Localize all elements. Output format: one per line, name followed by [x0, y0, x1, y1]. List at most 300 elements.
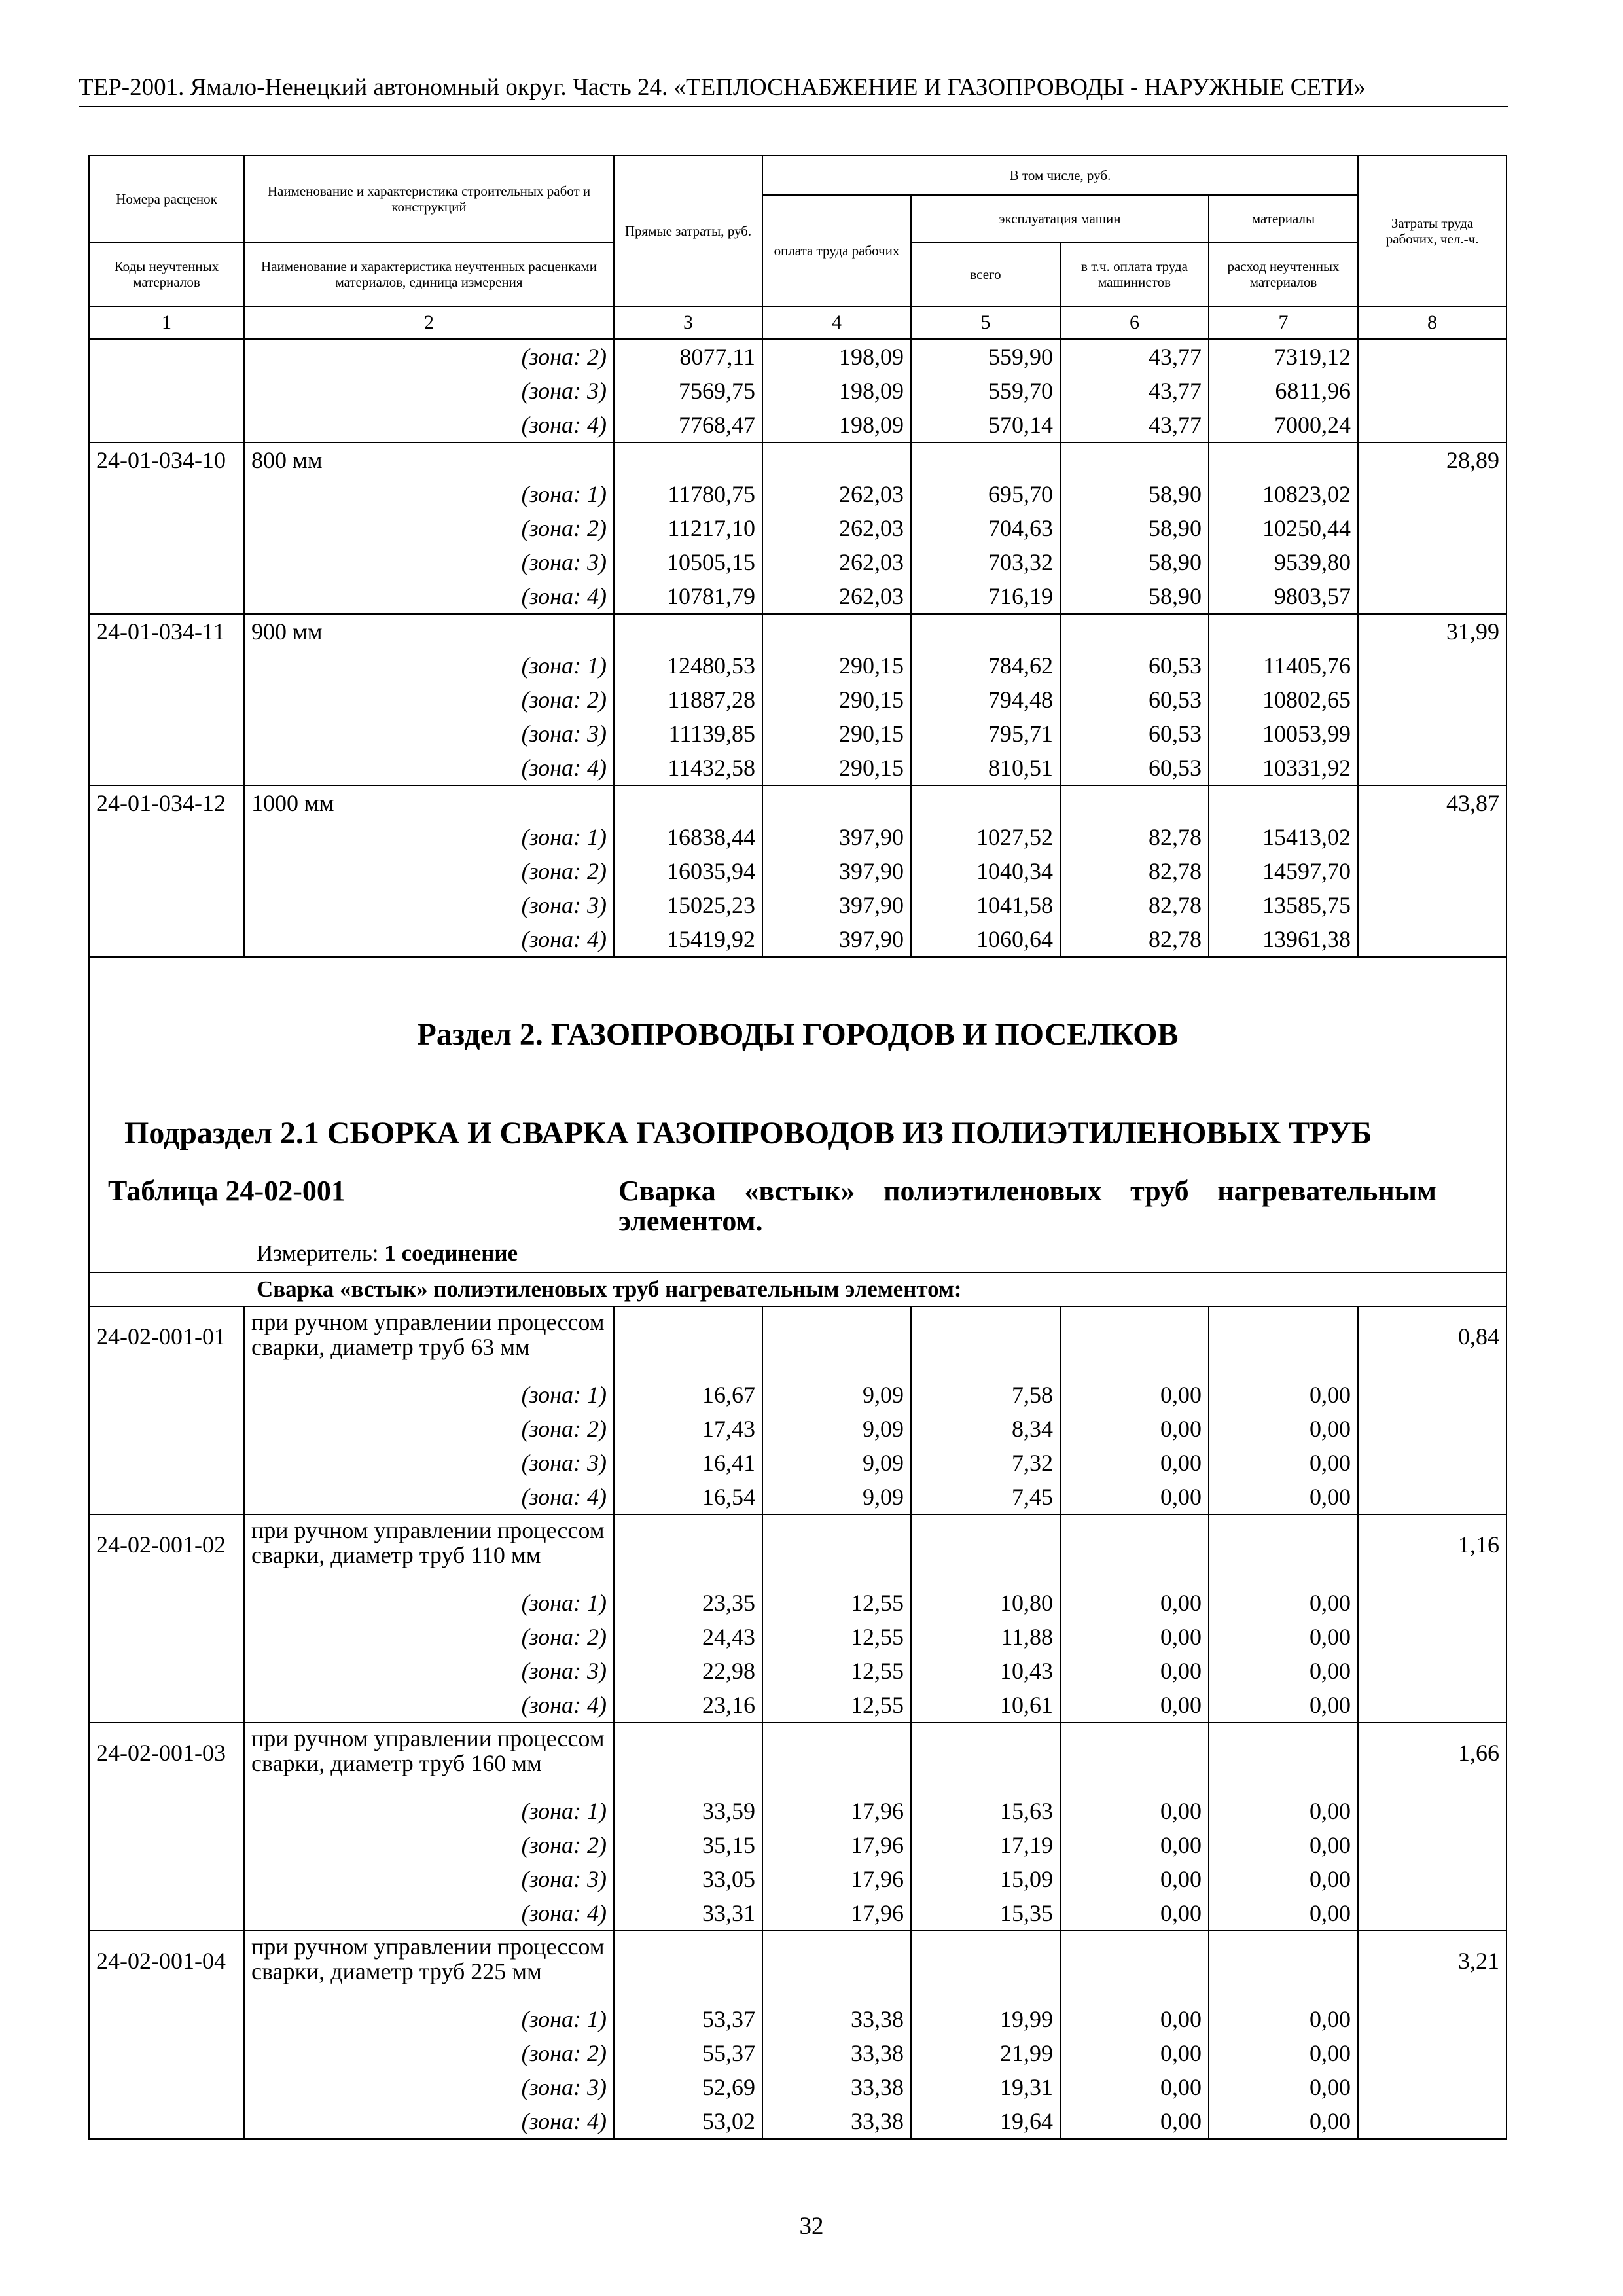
labor-hours — [1358, 2104, 1507, 2139]
labor-hours: 1,66 — [1358, 1723, 1507, 1794]
labor-hours — [1358, 2036, 1507, 2070]
labor-hours — [1358, 2070, 1507, 2104]
machinist-labor-cost: 0,00 — [1060, 1620, 1209, 1654]
col-number: 3 — [614, 306, 762, 339]
col-header-mach-total: всего — [911, 242, 1060, 306]
empty-cell — [762, 1931, 911, 2002]
labor-hours — [1358, 854, 1507, 888]
code-cell — [89, 1412, 244, 1446]
table-row — [89, 717, 1507, 751]
table-row — [89, 1586, 1507, 1620]
material-cost: 0,00 — [1209, 1688, 1358, 1723]
direct-cost: 10781,79 — [614, 579, 762, 614]
col-number: 2 — [244, 306, 614, 339]
table-row — [89, 1654, 1507, 1688]
code-cell — [89, 2002, 244, 2036]
material-cost: 10802,65 — [1209, 683, 1358, 717]
zone-label: (зона: 2) — [244, 683, 614, 717]
code-cell — [89, 649, 244, 683]
group-title: Сварка «встык» полиэтиленовых труб нагревательным элементом: — [89, 1272, 1507, 1306]
material-cost: 0,00 — [1209, 1378, 1358, 1412]
direct-cost: 16,41 — [614, 1446, 762, 1480]
table-label: Таблица 24-02-001 — [108, 1175, 346, 1207]
direct-cost: 16,67 — [614, 1378, 762, 1412]
zone-label: (зона: 3) — [244, 545, 614, 579]
machine-cost: 21,99 — [911, 2036, 1060, 2070]
col-header-machines: эксплуатация машин — [911, 195, 1209, 242]
empty-cell — [1209, 614, 1358, 649]
machinist-labor-cost: 43,77 — [1060, 374, 1209, 408]
labor-cost: 12,55 — [762, 1620, 911, 1654]
table-row — [89, 579, 1507, 614]
machine-cost: 570,14 — [911, 408, 1060, 442]
labor-cost: 198,09 — [762, 374, 911, 408]
material-cost: 0,00 — [1209, 1828, 1358, 1862]
rate-code: 24-02-001-01 — [89, 1306, 244, 1378]
labor-hours — [1358, 1828, 1507, 1862]
machine-cost: 10,61 — [911, 1688, 1060, 1723]
machinist-labor-cost: 58,90 — [1060, 545, 1209, 579]
labor-cost: 397,90 — [762, 820, 911, 854]
code-cell — [89, 1446, 244, 1480]
table-row — [89, 408, 1507, 442]
material-cost: 10331,92 — [1209, 751, 1358, 785]
material-cost: 0,00 — [1209, 2036, 1358, 2070]
zone-label: (зона: 1) — [244, 1794, 614, 1828]
labor-cost: 9,09 — [762, 1446, 911, 1480]
labor-hours — [1358, 649, 1507, 683]
machinist-labor-cost: 82,78 — [1060, 888, 1209, 922]
col-header-mat-usage: расход неучтенных материалов — [1209, 242, 1358, 306]
empty-cell — [1209, 1306, 1358, 1378]
machinist-labor-cost: 0,00 — [1060, 1378, 1209, 1412]
direct-cost: 35,15 — [614, 1828, 762, 1862]
machine-cost: 1027,52 — [911, 820, 1060, 854]
zone-label: (зона: 2) — [244, 511, 614, 545]
labor-cost: 397,90 — [762, 922, 911, 957]
machinist-labor-cost: 0,00 — [1060, 1828, 1209, 1862]
empty-cell — [1209, 1515, 1358, 1586]
meter-line — [257, 1240, 1506, 1266]
col-header-materials: материалы — [1209, 195, 1358, 242]
zone-label: (зона: 1) — [244, 1378, 614, 1412]
rate-header-row — [89, 1931, 1507, 2002]
table-row — [89, 888, 1507, 922]
col-header-hours: Затраты труда рабочих, чел.-ч. — [1358, 156, 1507, 306]
material-cost: 0,00 — [1209, 1620, 1358, 1654]
code-cell — [89, 1828, 244, 1862]
table-row — [89, 1828, 1507, 1862]
code-cell — [89, 339, 244, 374]
material-cost: 7000,24 — [1209, 408, 1358, 442]
machinist-labor-cost: 58,90 — [1060, 579, 1209, 614]
material-cost: 0,00 — [1209, 1794, 1358, 1828]
table-row — [89, 922, 1507, 957]
table-row — [89, 1412, 1507, 1446]
code-cell — [89, 1654, 244, 1688]
empty-cell — [1060, 1931, 1209, 2002]
material-cost: 6811,96 — [1209, 374, 1358, 408]
col-header-codes: Номера расценок — [89, 156, 244, 242]
empty-cell — [614, 1931, 762, 2002]
table-row — [89, 1896, 1507, 1931]
table-caption: Сварка «встык» полиэтиленовых труб нагревательным элементом. — [618, 1175, 1436, 1237]
rate-header-row — [89, 614, 1507, 649]
col-number: 4 — [762, 306, 911, 339]
machine-cost: 11,88 — [911, 1620, 1060, 1654]
col-number: 7 — [1209, 306, 1358, 339]
rate-code: 24-01-034-12 — [89, 785, 244, 820]
material-cost: 0,00 — [1209, 1586, 1358, 1620]
empty-cell — [1060, 785, 1209, 820]
empty-cell — [614, 785, 762, 820]
code-cell — [89, 511, 244, 545]
labor-hours — [1358, 751, 1507, 785]
machine-cost: 19,31 — [911, 2070, 1060, 2104]
labor-hours — [1358, 888, 1507, 922]
empty-cell — [762, 442, 911, 477]
zone-label: (зона: 1) — [244, 2002, 614, 2036]
empty-cell — [911, 614, 1060, 649]
empty-cell — [1209, 442, 1358, 477]
table-row — [89, 1480, 1507, 1515]
zone-label: (зона: 4) — [244, 751, 614, 785]
direct-cost: 16035,94 — [614, 854, 762, 888]
empty-cell — [911, 442, 1060, 477]
col-number: 1 — [89, 306, 244, 339]
col-header-incl: В том числе, руб. — [762, 156, 1358, 195]
machinist-labor-cost: 0,00 — [1060, 1654, 1209, 1688]
running-header: ТЕР-2001. Ямало-Ненецкий автономный округ. Часть 24. «ТЕПЛОСНАБЖЕНИЕ И ГАЗОПРОВОДЫ - НАРУЖНЫЕ СЕТИ» — [79, 73, 1508, 107]
material-cost: 10250,44 — [1209, 511, 1358, 545]
zone-label: (зона: 2) — [244, 854, 614, 888]
material-cost: 0,00 — [1209, 2104, 1358, 2139]
empty-cell — [1060, 1306, 1209, 1378]
direct-cost: 23,16 — [614, 1688, 762, 1723]
zone-label: (зона: 4) — [244, 579, 614, 614]
machinist-labor-cost: 82,78 — [1060, 820, 1209, 854]
table-row — [89, 339, 1507, 374]
material-cost: 0,00 — [1209, 2002, 1358, 2036]
machine-cost: 7,58 — [911, 1378, 1060, 1412]
labor-hours — [1358, 717, 1507, 751]
machine-cost: 8,34 — [911, 1412, 1060, 1446]
material-cost: 0,00 — [1209, 1862, 1358, 1896]
group-header-row — [89, 1272, 1507, 1306]
direct-cost: 12480,53 — [614, 649, 762, 683]
material-cost: 14597,70 — [1209, 854, 1358, 888]
labor-cost: 290,15 — [762, 683, 911, 717]
empty-cell — [911, 1931, 1060, 2002]
labor-cost: 290,15 — [762, 649, 911, 683]
machine-cost: 10,43 — [911, 1654, 1060, 1688]
direct-cost: 33,31 — [614, 1896, 762, 1931]
zone-label: (зона: 3) — [244, 374, 614, 408]
empty-cell — [1209, 1723, 1358, 1794]
labor-cost: 262,03 — [762, 545, 911, 579]
empty-cell — [1060, 614, 1209, 649]
empty-cell — [1209, 1931, 1358, 2002]
material-cost: 0,00 — [1209, 1480, 1358, 1515]
table-row — [89, 1794, 1507, 1828]
rate-header-row — [89, 442, 1507, 477]
machine-cost: 794,48 — [911, 683, 1060, 717]
machine-cost: 704,63 — [911, 511, 1060, 545]
zone-label: (зона: 1) — [244, 477, 614, 511]
table-row — [89, 511, 1507, 545]
material-cost: 11405,76 — [1209, 649, 1358, 683]
labor-hours — [1358, 683, 1507, 717]
code-cell — [89, 1794, 244, 1828]
zone-label: (зона: 2) — [244, 1620, 614, 1654]
machinist-labor-cost: 0,00 — [1060, 1412, 1209, 1446]
direct-cost: 15025,23 — [614, 888, 762, 922]
machinist-labor-cost: 0,00 — [1060, 2002, 1209, 2036]
machine-cost: 17,19 — [911, 1828, 1060, 1862]
zone-label: (зона: 2) — [244, 339, 614, 374]
direct-cost: 53,02 — [614, 2104, 762, 2139]
empty-cell — [762, 1723, 911, 1794]
machine-cost: 19,99 — [911, 2002, 1060, 2036]
labor-cost: 33,38 — [762, 2104, 911, 2139]
labor-hours — [1358, 1862, 1507, 1896]
direct-cost: 11887,28 — [614, 683, 762, 717]
labor-cost: 198,09 — [762, 339, 911, 374]
col-header-mach-labor: в т.ч. оплата труда машинистов — [1060, 242, 1209, 306]
rate-name: при ручном управлении процессом сварки, диаметр труб 160 мм — [244, 1723, 614, 1794]
zone-label: (зона: 4) — [244, 1688, 614, 1723]
material-cost: 0,00 — [1209, 1412, 1358, 1446]
direct-cost: 23,35 — [614, 1586, 762, 1620]
empty-cell — [1060, 442, 1209, 477]
machine-cost: 810,51 — [911, 751, 1060, 785]
labor-cost: 17,96 — [762, 1862, 911, 1896]
labor-cost: 397,90 — [762, 888, 911, 922]
material-cost: 15413,02 — [1209, 820, 1358, 854]
machine-cost: 1041,58 — [911, 888, 1060, 922]
zone-label: (зона: 3) — [244, 2070, 614, 2104]
zone-label: (зона: 3) — [244, 1654, 614, 1688]
table-row — [89, 2002, 1507, 2036]
machine-cost: 10,80 — [911, 1586, 1060, 1620]
rates-table — [88, 155, 1507, 2140]
labor-hours — [1358, 1794, 1507, 1828]
material-cost: 9803,57 — [1209, 579, 1358, 614]
rate-name: 800 мм — [244, 442, 614, 477]
labor-hours — [1358, 2002, 1507, 2036]
labor-hours: 3,21 — [1358, 1931, 1507, 2002]
empty-cell — [762, 1515, 911, 1586]
empty-cell — [762, 785, 911, 820]
machine-cost: 559,90 — [911, 339, 1060, 374]
code-cell — [89, 1862, 244, 1896]
page-number: 32 — [799, 2213, 824, 2240]
code-cell — [89, 408, 244, 442]
material-cost: 0,00 — [1209, 1654, 1358, 1688]
labor-hours — [1358, 1620, 1507, 1654]
table-row — [89, 820, 1507, 854]
section-heading-block — [89, 957, 1507, 1272]
labor-hours — [1358, 1480, 1507, 1515]
labor-hours — [1358, 477, 1507, 511]
rate-header-row — [89, 1306, 1507, 1378]
material-cost: 9539,80 — [1209, 545, 1358, 579]
col-header-direct: Прямые затраты, руб. — [614, 156, 762, 306]
labor-cost: 9,09 — [762, 1412, 911, 1446]
rate-name: при ручном управлении процессом сварки, диаметр труб 110 мм — [244, 1515, 614, 1586]
zone-label: (зона: 4) — [244, 922, 614, 957]
direct-cost: 11217,10 — [614, 511, 762, 545]
table-row — [89, 649, 1507, 683]
table-row — [89, 2070, 1507, 2104]
table-row — [89, 374, 1507, 408]
zone-label: (зона: 3) — [244, 1862, 614, 1896]
labor-cost: 9,09 — [762, 1378, 911, 1412]
machinist-labor-cost: 0,00 — [1060, 2070, 1209, 2104]
direct-cost: 11139,85 — [614, 717, 762, 751]
machinist-labor-cost: 60,53 — [1060, 683, 1209, 717]
table-row — [89, 1378, 1507, 1412]
direct-cost: 11432,58 — [614, 751, 762, 785]
empty-cell — [614, 1515, 762, 1586]
zone-label: (зона: 3) — [244, 1446, 614, 1480]
empty-cell — [614, 614, 762, 649]
labor-cost: 397,90 — [762, 854, 911, 888]
code-cell — [89, 922, 244, 957]
section-title: Раздел 2. ГАЗОПРОВОДЫ ГОРОДОВ И ПОСЕЛКОВ — [417, 1017, 1179, 1052]
machinist-labor-cost: 0,00 — [1060, 1794, 1209, 1828]
rate-code: 24-02-001-03 — [89, 1723, 244, 1794]
labor-cost: 262,03 — [762, 511, 911, 545]
empty-cell — [911, 1515, 1060, 1586]
machine-cost: 716,19 — [911, 579, 1060, 614]
machine-cost: 15,35 — [911, 1896, 1060, 1931]
labor-hours — [1358, 1446, 1507, 1480]
empty-cell — [762, 614, 911, 649]
code-cell — [89, 820, 244, 854]
code-cell — [89, 1586, 244, 1620]
empty-cell — [1209, 785, 1358, 820]
machine-cost: 795,71 — [911, 717, 1060, 751]
zone-label: (зона: 2) — [244, 1412, 614, 1446]
table-row — [89, 683, 1507, 717]
machine-cost: 695,70 — [911, 477, 1060, 511]
code-cell — [89, 1620, 244, 1654]
rate-code: 24-01-034-11 — [89, 614, 244, 649]
col-number: 8 — [1358, 306, 1507, 339]
material-cost: 0,00 — [1209, 2070, 1358, 2104]
zone-label: (зона: 3) — [244, 717, 614, 751]
labor-cost: 17,96 — [762, 1794, 911, 1828]
col-header-labor: оплата труда рабочих — [762, 195, 911, 306]
labor-hours — [1358, 820, 1507, 854]
machine-cost: 703,32 — [911, 545, 1060, 579]
zone-label: (зона: 4) — [244, 1896, 614, 1931]
labor-hours — [1358, 545, 1507, 579]
code-cell — [89, 1378, 244, 1412]
rate-code: 24-01-034-10 — [89, 442, 244, 477]
empty-cell — [614, 442, 762, 477]
labor-hours: 0,84 — [1358, 1306, 1507, 1378]
meter-label: Измеритель: — [257, 1240, 379, 1266]
material-cost: 13585,75 — [1209, 888, 1358, 922]
labor-hours — [1358, 1586, 1507, 1620]
direct-cost: 22,98 — [614, 1654, 762, 1688]
labor-hours — [1358, 511, 1507, 545]
labor-cost: 12,55 — [762, 1654, 911, 1688]
rate-name: при ручном управлении процессом сварки, диаметр труб 225 мм — [244, 1931, 614, 2002]
rate-header-row — [89, 785, 1507, 820]
direct-cost: 24,43 — [614, 1620, 762, 1654]
machinist-labor-cost: 58,90 — [1060, 477, 1209, 511]
labor-hours: 31,99 — [1358, 614, 1507, 649]
rate-code: 24-02-001-02 — [89, 1515, 244, 1586]
direct-cost: 7569,75 — [614, 374, 762, 408]
machine-cost: 15,63 — [911, 1794, 1060, 1828]
machine-cost: 1060,64 — [911, 922, 1060, 957]
machinist-labor-cost: 43,77 — [1060, 339, 1209, 374]
table-row — [89, 751, 1507, 785]
code-cell — [89, 854, 244, 888]
material-cost: 10053,99 — [1209, 717, 1358, 751]
material-cost: 7319,12 — [1209, 339, 1358, 374]
labor-cost: 12,55 — [762, 1688, 911, 1723]
labor-hours — [1358, 1688, 1507, 1723]
col-header-unacc-codes: Коды неучтенных материалов — [89, 242, 244, 306]
table-row — [89, 1688, 1507, 1723]
labor-hours — [1358, 1412, 1507, 1446]
labor-hours — [1358, 1896, 1507, 1931]
machine-cost: 784,62 — [911, 649, 1060, 683]
labor-hours — [1358, 1654, 1507, 1688]
labor-hours: 43,87 — [1358, 785, 1507, 820]
meter-value: 1 соединение — [384, 1240, 518, 1266]
empty-cell — [1060, 1723, 1209, 1794]
machinist-labor-cost: 0,00 — [1060, 1862, 1209, 1896]
code-cell — [89, 2036, 244, 2070]
code-cell — [89, 2104, 244, 2139]
direct-cost: 7768,47 — [614, 408, 762, 442]
subsection-title: Подраздел 2.1 СБОРКА И СВАРКА ГАЗОПРОВОДОВ ИЗ ПОЛИЭТИЛЕНОВЫХ ТРУБ — [124, 1116, 1372, 1151]
material-cost: 10823,02 — [1209, 477, 1358, 511]
labor-cost: 33,38 — [762, 2070, 911, 2104]
rate-code: 24-02-001-04 — [89, 1931, 244, 2002]
table-row — [89, 2036, 1507, 2070]
direct-cost: 53,37 — [614, 2002, 762, 2036]
direct-cost: 8077,11 — [614, 339, 762, 374]
table-row — [89, 545, 1507, 579]
machinist-labor-cost: 0,00 — [1060, 1896, 1209, 1931]
code-cell — [89, 374, 244, 408]
machine-cost: 15,09 — [911, 1862, 1060, 1896]
col-header-name: Наименование и характеристика строительных работ и конструкций — [244, 156, 614, 242]
machinist-labor-cost: 0,00 — [1060, 2104, 1209, 2139]
machinist-labor-cost: 82,78 — [1060, 854, 1209, 888]
labor-cost: 290,15 — [762, 751, 911, 785]
empty-cell — [762, 1306, 911, 1378]
direct-cost: 10505,15 — [614, 545, 762, 579]
machinist-labor-cost: 0,00 — [1060, 1586, 1209, 1620]
code-cell — [89, 579, 244, 614]
machinist-labor-cost: 60,53 — [1060, 649, 1209, 683]
empty-cell — [614, 1723, 762, 1794]
direct-cost: 33,59 — [614, 1794, 762, 1828]
machine-cost: 7,32 — [911, 1446, 1060, 1480]
labor-hours: 28,89 — [1358, 442, 1507, 477]
labor-cost: 262,03 — [762, 477, 911, 511]
direct-cost: 16,54 — [614, 1480, 762, 1515]
rate-header-row — [89, 1515, 1507, 1586]
